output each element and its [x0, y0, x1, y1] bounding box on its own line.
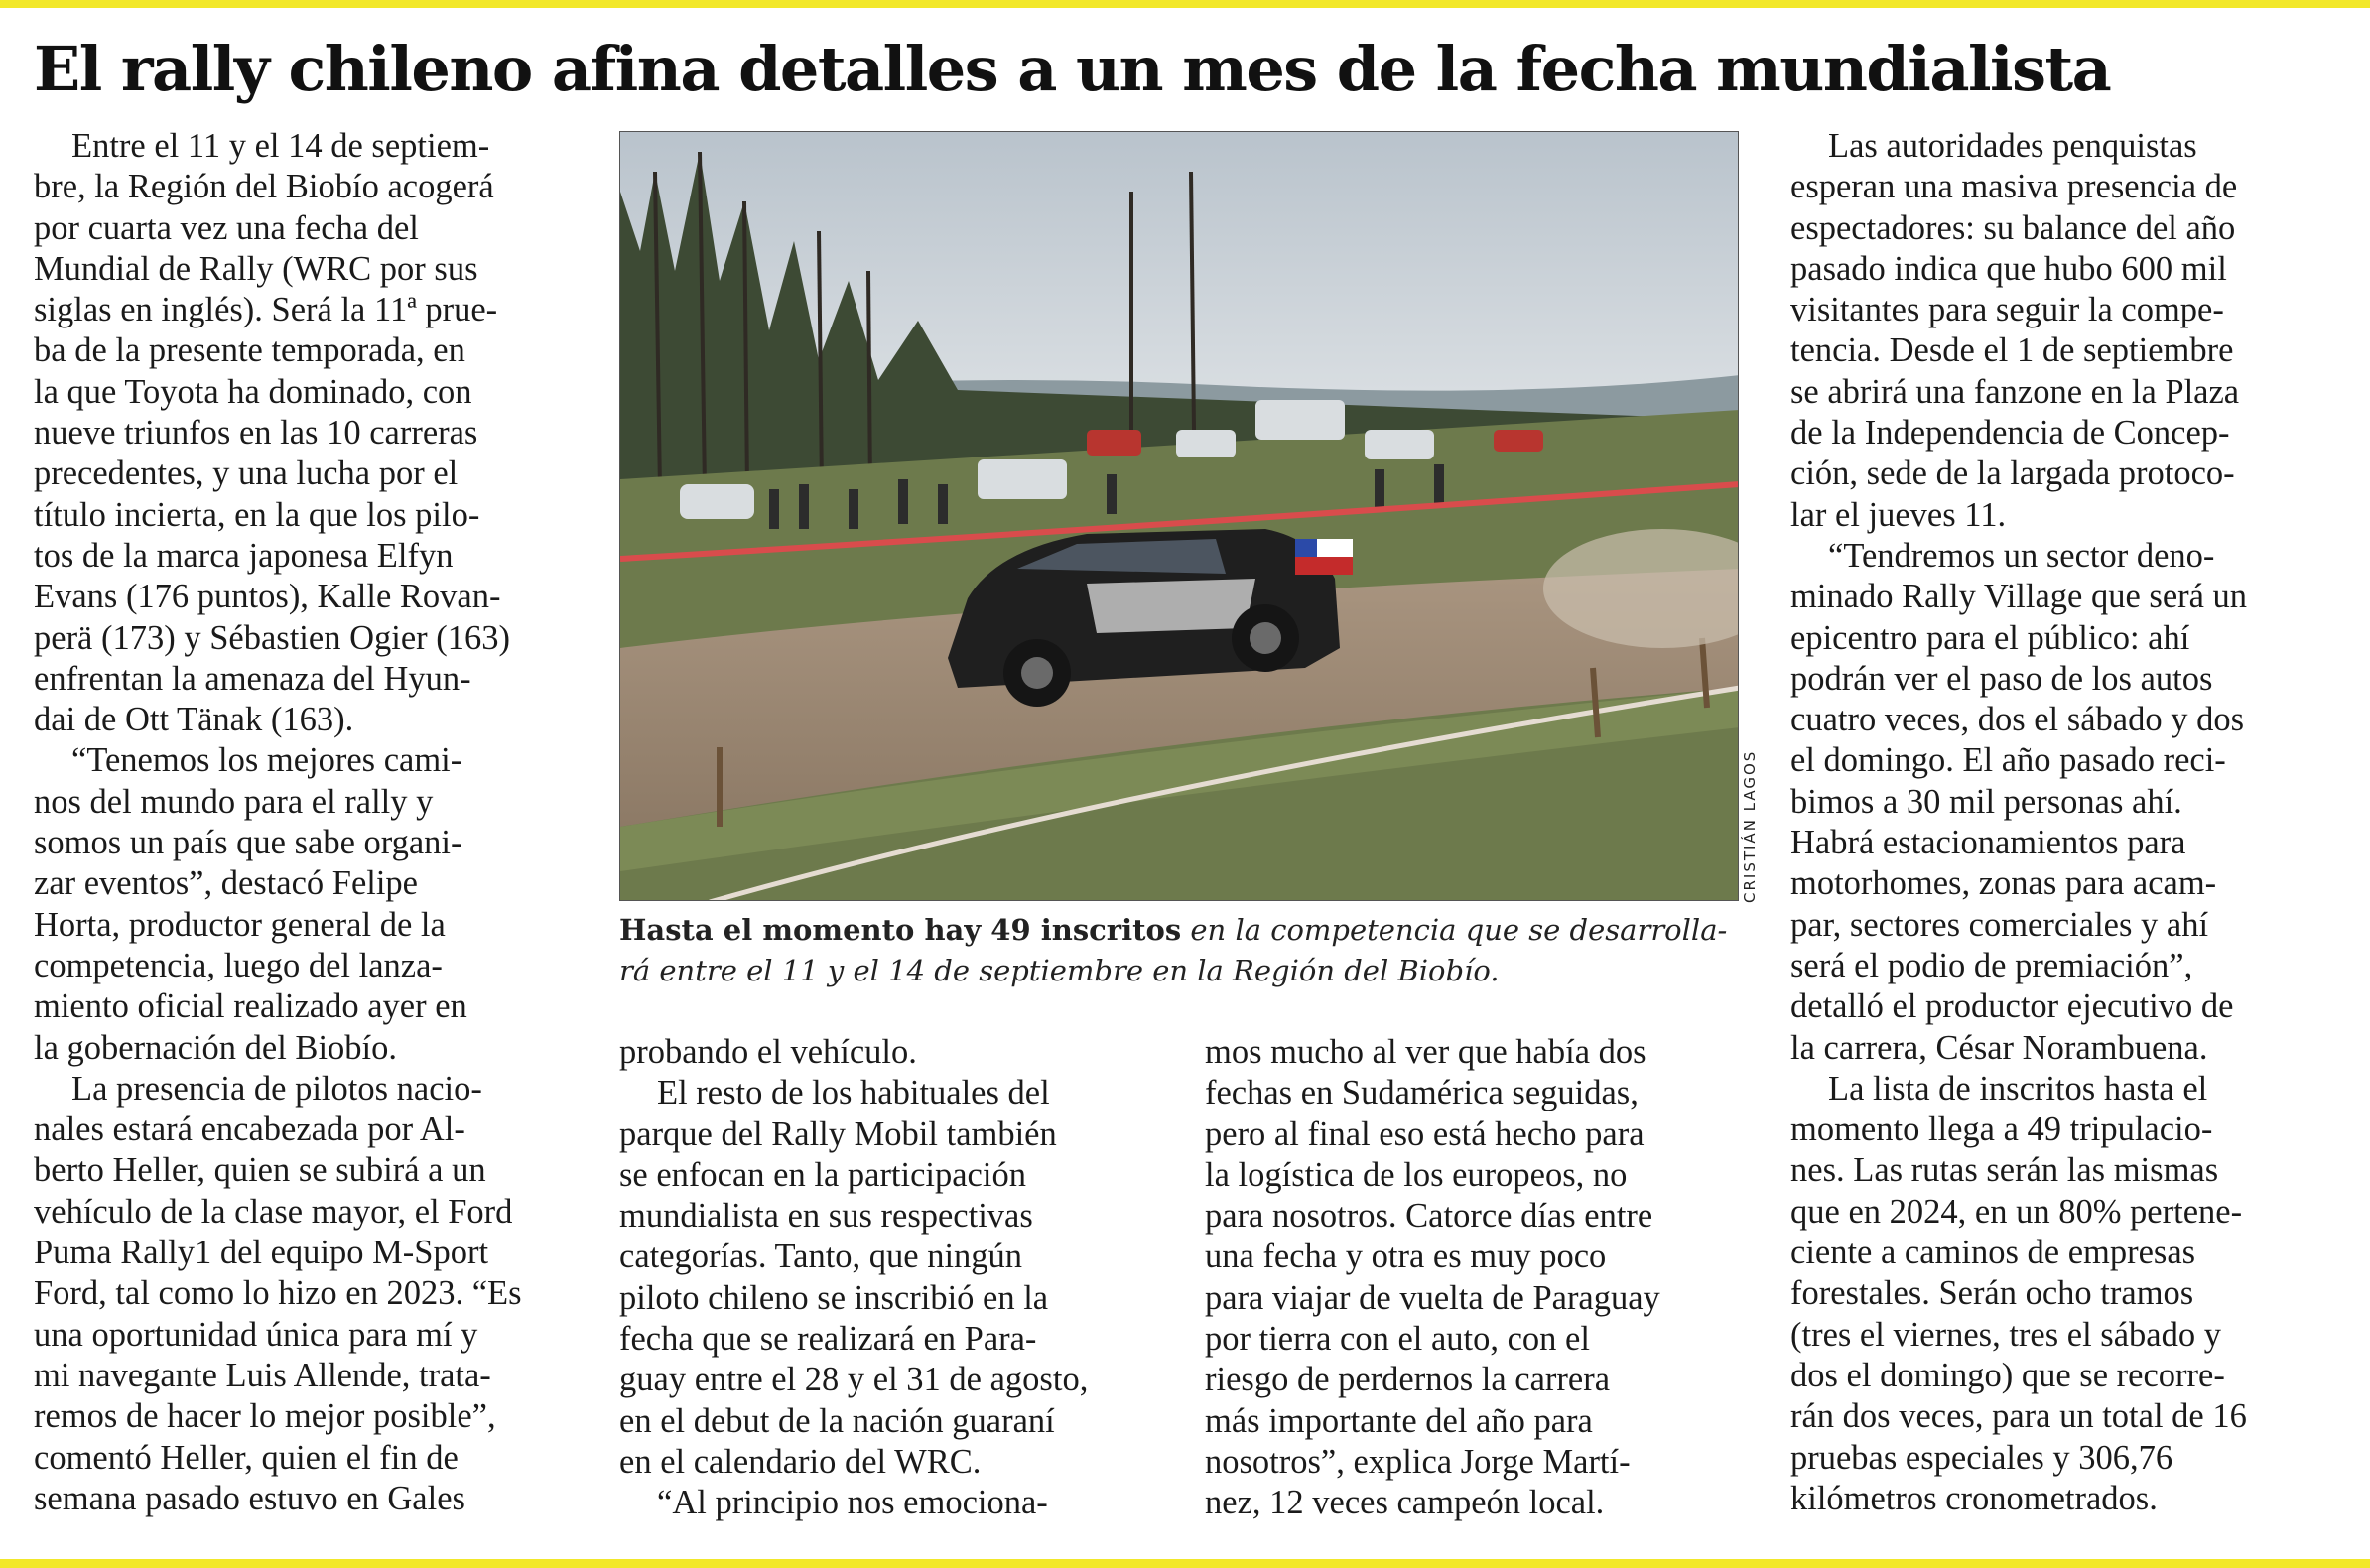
text-line: la gobernación del Biobío.: [34, 1028, 397, 1067]
caption-line-2: [619, 951, 1761, 991]
text-line: se enfocan en la participación: [619, 1155, 1026, 1194]
text-line: Habrá estacionamientos para: [1790, 824, 2186, 862]
text-line: riesgo de perdernos la carrera: [1205, 1361, 1611, 1399]
text-line: la que Toyota ha dominado, con: [34, 372, 472, 411]
caption-italic-1: en la competencia que se desarrolla-: [1181, 913, 1728, 947]
text-line: Las autoridades penquistas: [1828, 127, 2197, 165]
text-line: detalló el productor ejecutivo de: [1790, 987, 2234, 1026]
text-line: Horta, productor general de la: [34, 905, 446, 944]
text-line: nos del mundo para el rally y: [34, 782, 434, 821]
text-line: para nosotros. Catorce días entre: [1205, 1197, 1653, 1236]
text-line: “Tenemos los mejores cami-: [71, 741, 462, 780]
text-line: semana pasado estuvo en Gales: [34, 1479, 465, 1517]
article-column-1: [34, 126, 590, 1519]
text-line: forestales. Serán ocho tramos: [1790, 1274, 2194, 1313]
text-line: para viajar de vuelta de Paraguay: [1205, 1278, 1660, 1317]
text-line: nosotros”, explica Jorge Martí-: [1205, 1442, 1631, 1481]
text-line: par, sectores comerciales y ahí: [1790, 905, 2209, 944]
text-line: visitantes para seguir la compe-: [1790, 291, 2224, 329]
text-line: epicentro para el público: ahí: [1790, 618, 2190, 657]
text-line: pruebas especiales y 306,76: [1790, 1438, 2173, 1477]
text-line: Puma Rally1 del equipo M-Sport: [34, 1234, 489, 1272]
photo-illustration: [620, 132, 1739, 901]
text-line: mundialista en sus respectivas: [619, 1197, 1033, 1236]
photo-caption: [619, 910, 1761, 991]
text-line: somos un país que sabe organi-: [34, 824, 462, 862]
text-line: ba de la presente temporada, en: [34, 331, 465, 370]
text-line: tencia. Desde el 1 de septiembre: [1790, 331, 2234, 370]
text-line: enfrentan la amenaza del Hyun-: [34, 659, 471, 698]
text-line: La lista de inscritos hasta el: [1828, 1069, 2208, 1108]
text-line: rán dos veces, para un total de 16: [1790, 1397, 2247, 1436]
text-line: Ford, tal como lo hizo en 2023. “Es: [34, 1274, 522, 1313]
text-line: el domingo. El año pasado reci-: [1790, 741, 2226, 780]
text-line: minado Rally Village que será un: [1790, 578, 2248, 616]
text-line: podrán ver el paso de los autos: [1790, 659, 2213, 698]
text-line: en el debut de la nación guaraní: [619, 1401, 1055, 1440]
caption-bold: Hasta el momento hay 49 inscritos: [619, 913, 1182, 947]
text-line: dos el domingo) que se recorre-: [1790, 1356, 2225, 1394]
text-line: probando el vehículo.: [619, 1033, 917, 1071]
text-line: espectadores: su balance del año: [1790, 208, 2236, 247]
text-line: (tres el viernes, tres el sábado y: [1790, 1315, 2221, 1354]
text-line: ción, sede de la largada protoco-: [1790, 455, 2235, 493]
text-line: parque del Rally Mobil también: [619, 1114, 1057, 1153]
text-line: kilómetros cronometrados.: [1790, 1479, 2158, 1517]
text-line: pero al final eso está hecho para: [1205, 1114, 1645, 1153]
text-line: Evans (176 puntos), Kalle Rovan-: [34, 578, 501, 616]
text-line: nes. Las rutas serán las mismas: [1790, 1151, 2219, 1190]
text-line: Mundial de Rally (WRC por sus: [34, 249, 478, 288]
text-line: de la Independencia de Concep-: [1790, 414, 2230, 453]
text-line: tos de la marca japonesa Elfyn: [34, 536, 454, 575]
text-line: motorhomes, zonas para acam-: [1790, 864, 2217, 903]
text-line: ciente a caminos de empresas: [1790, 1234, 2196, 1272]
text-line: la carrera, César Norambuena.: [1790, 1028, 2208, 1067]
text-line: pasado indica que hubo 600 mil: [1790, 249, 2227, 288]
text-line: nueve triunfos en las 10 carreras: [34, 414, 478, 453]
text-line: momento llega a 49 tripulacio-: [1790, 1111, 2213, 1149]
text-line: mi navegante Luis Allende, trata-: [34, 1356, 491, 1394]
text-line: cuatro veces, dos el sábado y dos: [1790, 701, 2244, 739]
text-line: Entre el 11 y el 14 de septiem-: [71, 127, 490, 165]
text-line: siglas en inglés). Será la 11ª prue-: [34, 291, 498, 329]
text-line: comentó Heller, quien el fin de: [34, 1438, 459, 1477]
text-line: bre, la Región del Biobío acogerá: [34, 168, 494, 206]
photo-credit: CRISTIÁN LAGOS: [1741, 749, 1759, 903]
text-line: por cuarta vez una fecha del: [34, 208, 419, 247]
rally-car-photo: [619, 131, 1739, 901]
text-line: lar el jueves 11.: [1790, 495, 2007, 534]
text-line: fecha que se realizará en Para-: [619, 1320, 1037, 1359]
text-line: más importante del año para: [1205, 1401, 1593, 1440]
text-line: nez, 12 veces campeón local.: [1205, 1484, 1605, 1522]
text-line: competencia, luego del lanza-: [34, 946, 443, 984]
text-line: en el calendario del WRC.: [619, 1442, 982, 1481]
text-line: por tierra con el auto, con el: [1205, 1320, 1590, 1359]
text-line: una fecha y otra es muy poco: [1205, 1238, 1607, 1276]
caption-italic-2: rá entre el 11 y el 14 de septiembre en la Región del Biobío.: [619, 954, 1500, 987]
text-line: esperan una masiva presencia de: [1790, 168, 2238, 206]
article-column-3: [1205, 1032, 1761, 1524]
headline: El rally chileno afina detalles a un mes de la fecha mundialista: [34, 33, 2111, 105]
text-line: remos de hacer lo mejor posible”,: [34, 1397, 496, 1436]
text-line: dai de Ott Tänak (163).: [34, 701, 354, 739]
text-line: una oportunidad única para mí y: [34, 1315, 478, 1354]
article-column-4: [1790, 126, 2346, 1519]
bottom-accent-bar: [0, 1559, 2370, 1568]
text-line: será el podio de premiación”,: [1790, 946, 2193, 984]
text-line: que en 2024, en un 80% pertene-: [1790, 1192, 2243, 1231]
text-line: la logística de los europeos, no: [1205, 1155, 1628, 1194]
caption-line-1: [619, 910, 1761, 951]
text-line: “Al principio nos emociona-: [657, 1484, 1048, 1522]
text-line: fechas en Sudamérica seguidas,: [1205, 1074, 1639, 1112]
text-line: El resto de los habituales del: [657, 1074, 1050, 1112]
text-line: se abrirá una fanzone en la Plaza: [1790, 372, 2240, 411]
text-line: guay entre el 28 y el 31 de agosto,: [619, 1361, 1089, 1399]
text-line: miento oficial realizado ayer en: [34, 987, 467, 1026]
text-line: título incierta, en la que los pilo-: [34, 495, 480, 534]
text-line: mos mucho al ver que había dos: [1205, 1033, 1646, 1071]
top-accent-bar: [0, 0, 2370, 8]
text-line: nales estará encabezada por Al-: [34, 1111, 465, 1149]
text-line: zar eventos”, destacó Felipe: [34, 864, 418, 903]
text-line: “Tendremos un sector deno-: [1828, 536, 2215, 575]
text-line: bimos a 30 mil personas ahí.: [1790, 782, 2182, 821]
text-line: piloto chileno se inscribió en la: [619, 1278, 1049, 1317]
text-line: precedentes, y una lucha por el: [34, 455, 459, 493]
text-line: vehículo de la clase mayor, el Ford: [34, 1192, 513, 1231]
text-line: berto Heller, quien se subirá a un: [34, 1151, 486, 1190]
text-line: perä (173) y Sébastien Ogier (163): [34, 618, 510, 657]
text-line: La presencia de pilotos nacio-: [71, 1069, 482, 1108]
text-line: categorías. Tanto, que ningún: [619, 1238, 1023, 1276]
article-column-2: [619, 1032, 1175, 1524]
